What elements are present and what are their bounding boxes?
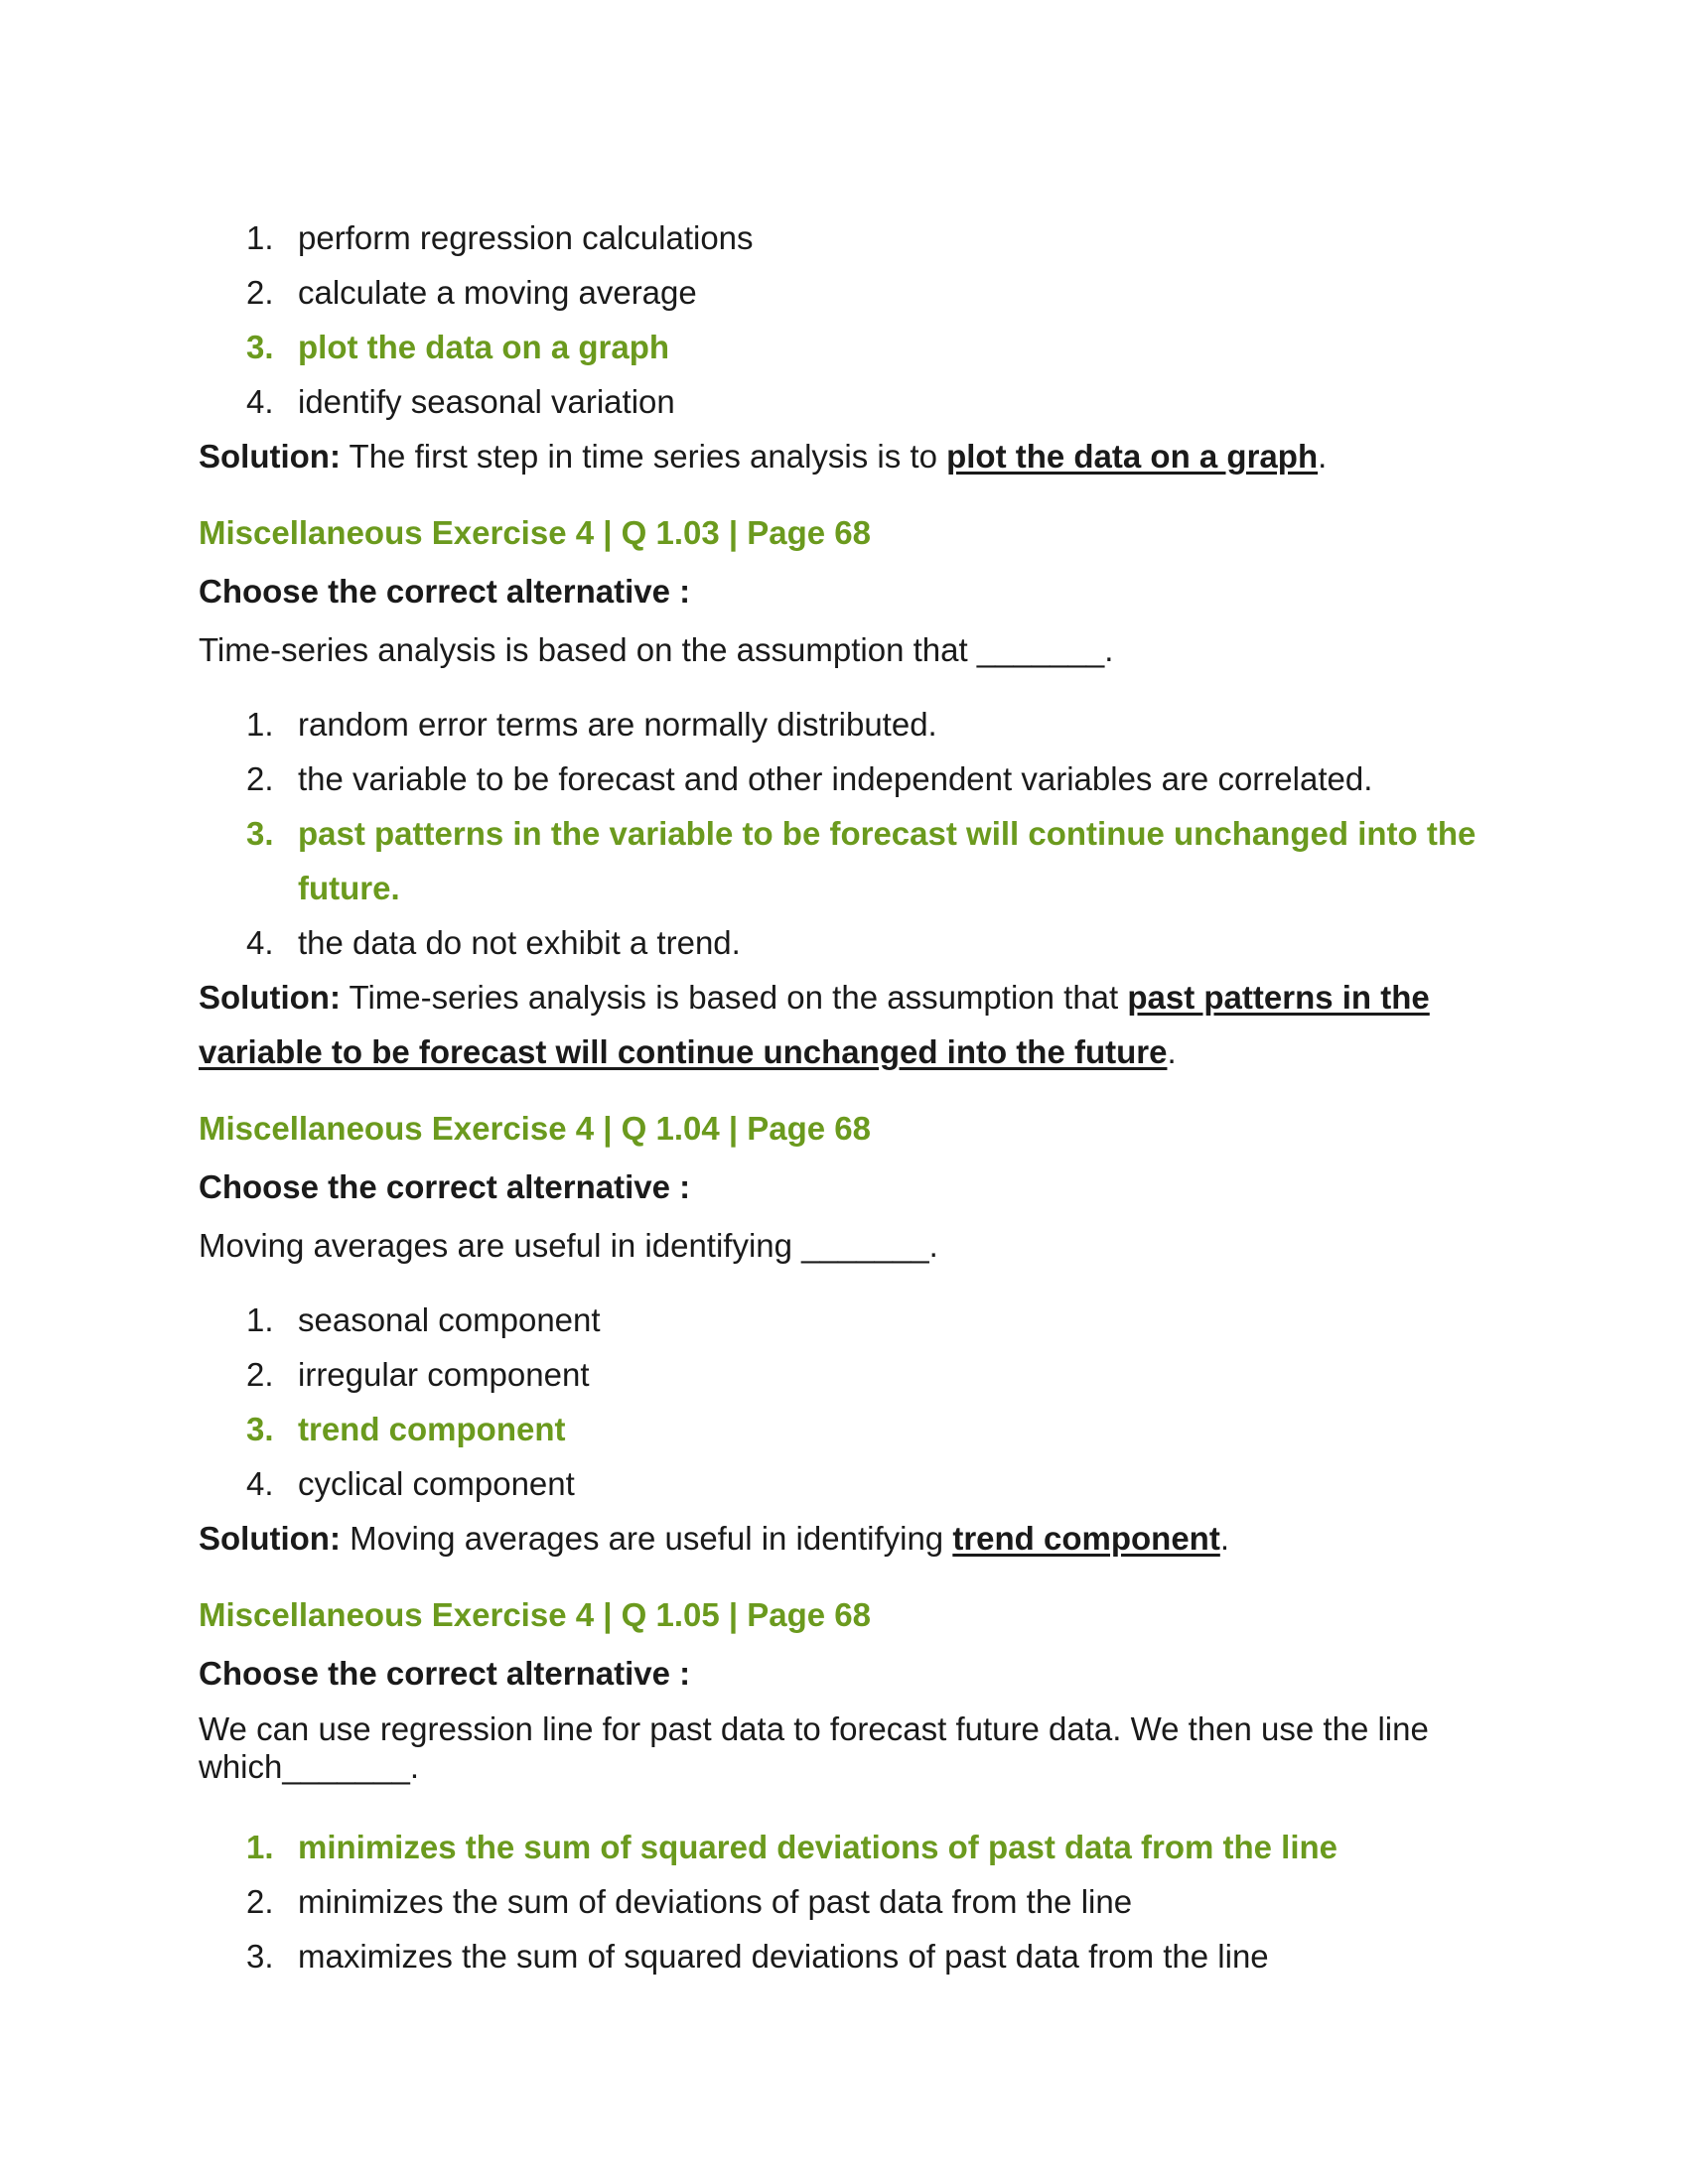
correct-option: 3. trend component bbox=[246, 1411, 566, 1447]
solution: Solution: Moving averages are useful in identifying trend component. bbox=[199, 1520, 1229, 1557]
solution-answer: plot the data on a graph bbox=[946, 438, 1319, 475]
correct-option: 3. plot the data on a graph bbox=[246, 329, 670, 365]
list-item: 2. minimizes the sum of deviations of past data from the line bbox=[246, 1883, 1133, 1920]
list-item: 3. maximizes the sum of squared deviations of past data from the line bbox=[246, 1938, 1269, 1975]
question-text: Moving averages are useful in identifying _______. bbox=[199, 1227, 938, 1264]
instruction: Choose the correct alternative : bbox=[199, 1655, 691, 1692]
list-item: 2. calculate a moving average bbox=[246, 274, 697, 311]
question-text: We can use regression line for past data to forecast future data. We then use the line which_______. bbox=[199, 1710, 1429, 1785]
solution-label: Solution: bbox=[199, 979, 341, 1016]
correct-option: 1. minimizes the sum of squared deviations of past data from the line bbox=[246, 1829, 1338, 1865]
solution: Solution: Time-series analysis is based on the assumption that past patterns in the variable to be forecast will continue unchanged into the future. bbox=[199, 979, 1430, 1070]
top-options-list bbox=[199, 210, 1509, 429]
options-list bbox=[199, 697, 1509, 970]
instruction: Choose the correct alternative : bbox=[199, 573, 691, 610]
page-content bbox=[199, 210, 1509, 1983]
list-item: 4. cyclical component bbox=[246, 1465, 575, 1502]
question-heading: Miscellaneous Exercise 4 | Q 1.04 | Page 68 bbox=[199, 1110, 872, 1147]
solution-label: Solution: bbox=[199, 438, 341, 475]
list-item: 2. the variable to be forecast and other independent variables are correlated. bbox=[246, 760, 1373, 797]
instruction: Choose the correct alternative : bbox=[199, 1168, 691, 1205]
question-text: Time-series analysis is based on the assumption that _______. bbox=[199, 631, 1114, 668]
list-item: 1. seasonal component bbox=[246, 1301, 601, 1338]
correct-option: 3. past patterns in the variable to be forecast will continue unchanged into the future. bbox=[246, 815, 1477, 906]
list-item: 1. perform regression calculations bbox=[246, 219, 754, 256]
list-item: 1. random error terms are normally distributed. bbox=[246, 706, 937, 743]
question-heading: Miscellaneous Exercise 4 | Q 1.03 | Page 68 bbox=[199, 514, 872, 551]
list-item: 2. irregular component bbox=[246, 1356, 590, 1393]
options-list bbox=[199, 1293, 1509, 1511]
question-heading: Miscellaneous Exercise 4 | Q 1.05 | Page 68 bbox=[199, 1596, 872, 1633]
solution-answer: trend component bbox=[952, 1520, 1220, 1557]
solution-answer: past patterns in the variable to be forecast will continue unchanged into the future bbox=[199, 979, 1430, 1070]
solution: Solution: The first step in time series analysis is to plot the data on a graph. bbox=[199, 438, 1328, 475]
list-item: 4. the data do not exhibit a trend. bbox=[246, 924, 741, 961]
options-list bbox=[199, 1820, 1509, 1983]
solution-label: Solution: bbox=[199, 1520, 341, 1557]
list-item: 4. identify seasonal variation bbox=[246, 383, 675, 420]
